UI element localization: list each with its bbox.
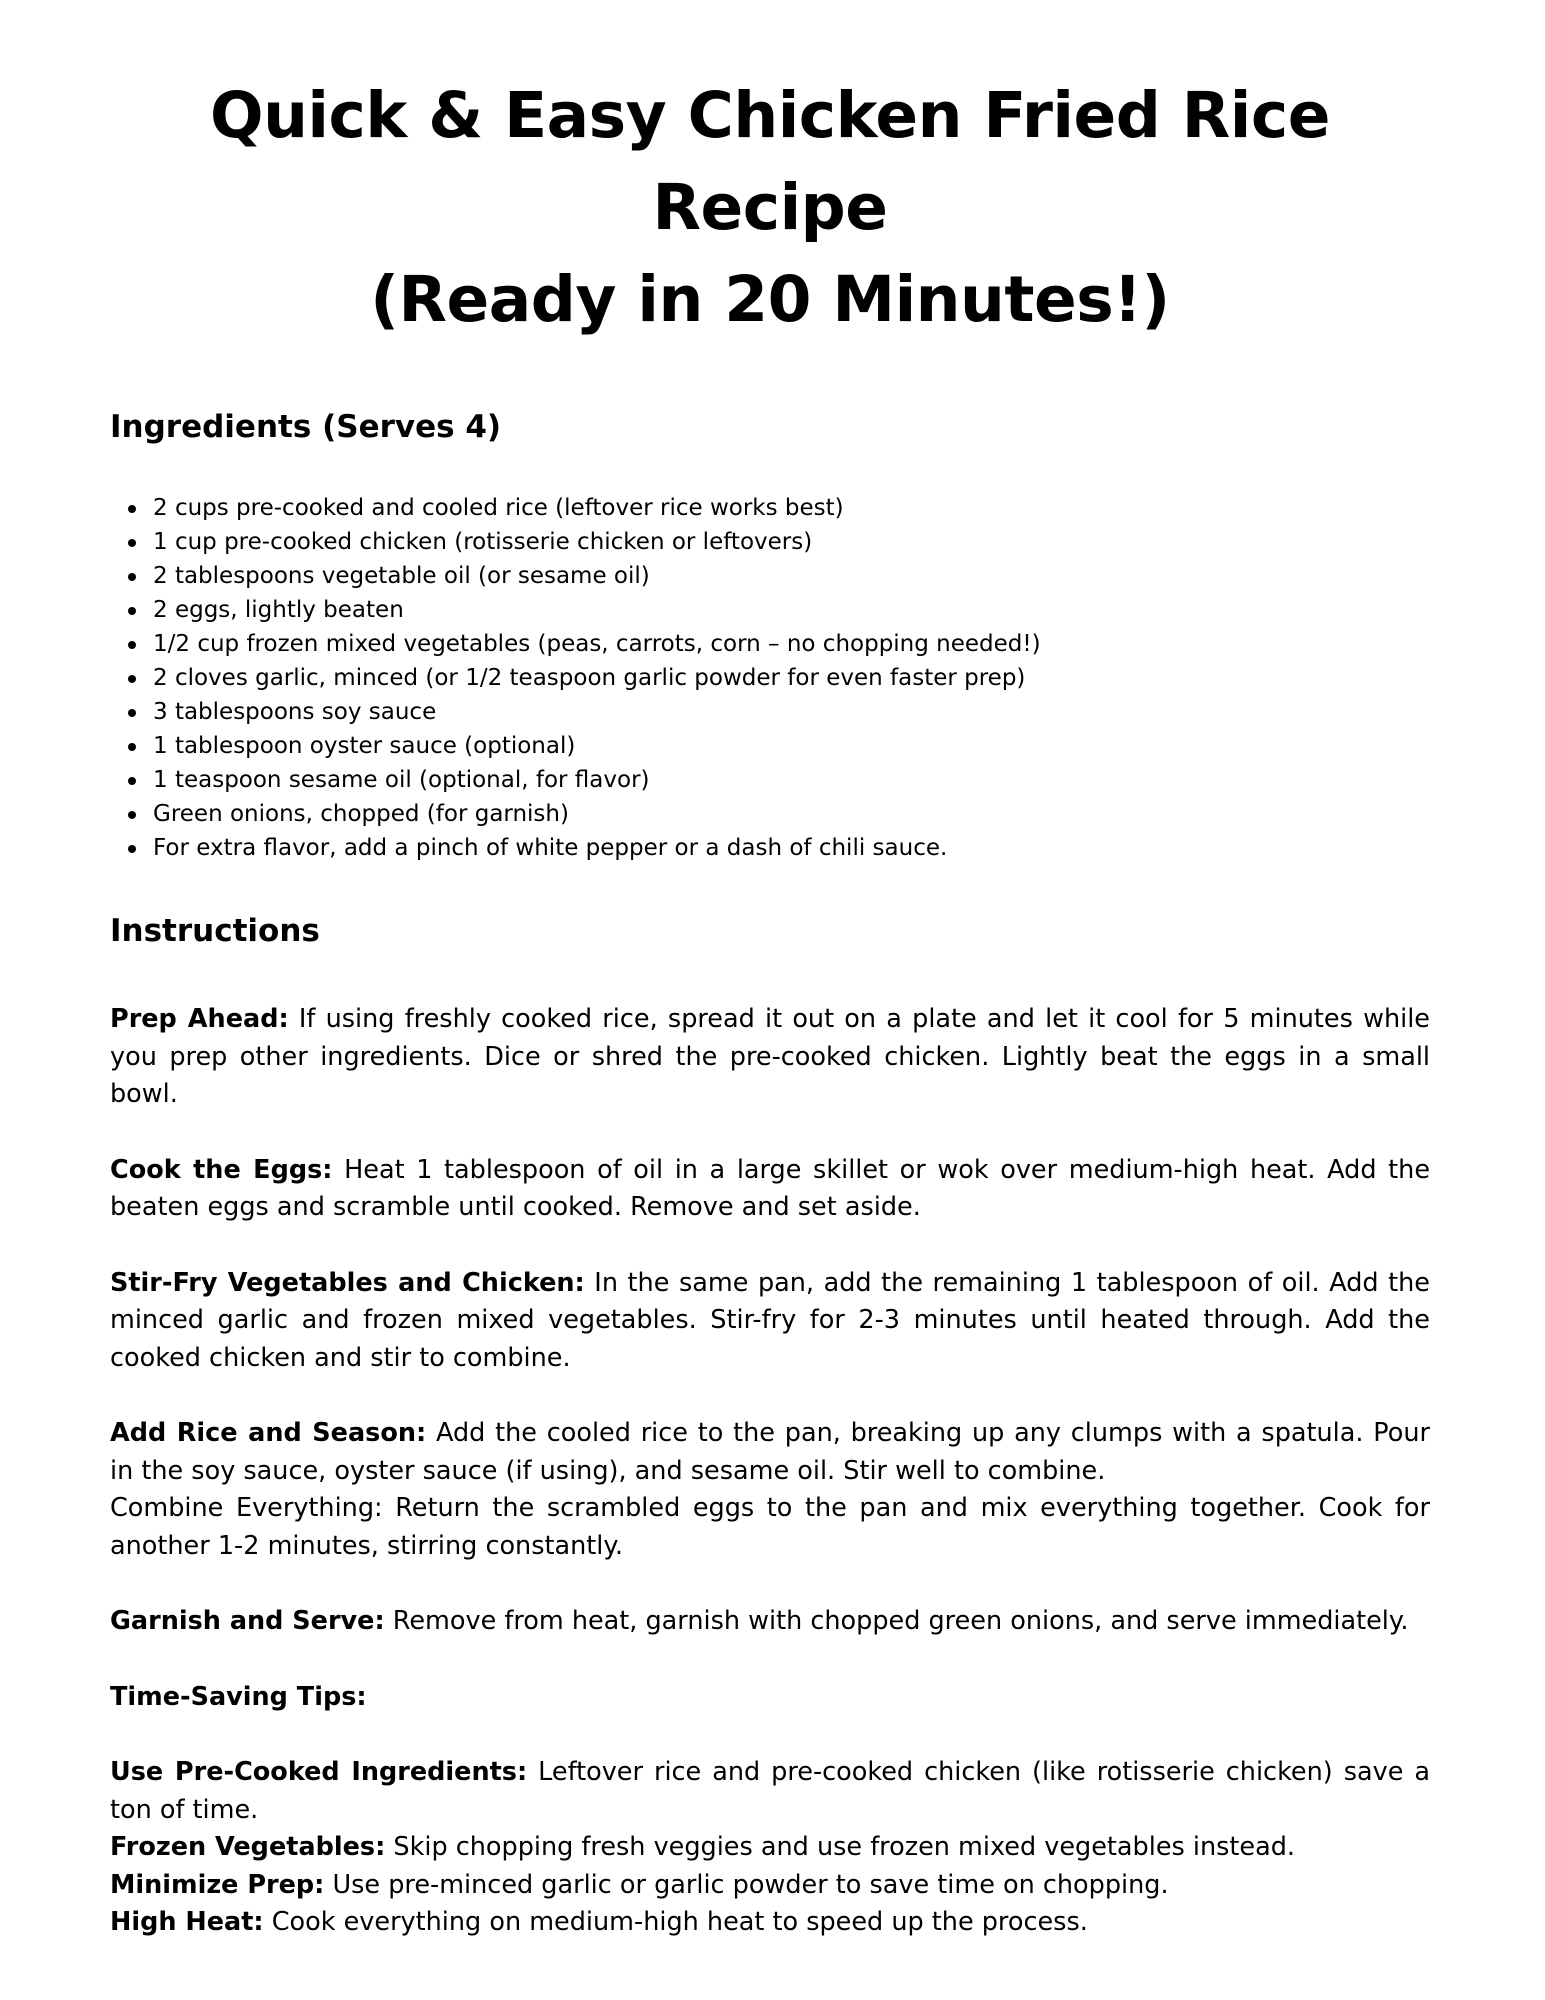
tip-label: Use Pre-Cooked Ingredients: [110,1757,528,1787]
tip-item [110,1829,1430,1867]
step-label: Stir-Fry Vegetables and Chicken: [110,1267,585,1298]
ingredient-item: 2 tablespoons vegetable oil (or sesame oil) [153,559,1430,593]
tip-item [110,1754,1430,1829]
tip-item [110,1904,1430,1942]
step-label: Prep Ahead: [110,1004,289,1034]
tip-label: Frozen Vegetables: [110,1832,386,1862]
instruction-step-add-rice [110,1415,1430,1490]
ingredients-heading: Ingredients (Serves 4) [110,409,502,445]
instruction-step-prep-ahead [110,1001,1430,1114]
tip-text: Use pre-minced garlic or garlic powder to save time on chopping. [324,1869,1169,1900]
ingredient-item: 1 tablespoon oyster sauce (optional) [153,729,1430,763]
step-text: If using freshly cooked rice, spread it out on a plate and let it cool for 5 minutes while you prep other ingredients. Dice or shred the pre-cooked chicken. Lightly beat the eggs in a small bowl. [110,1004,1430,1109]
ingredient-item: Green onions, chopped (for garnish) [153,797,1430,831]
ingredients-list [110,491,1430,865]
tip-text: Skip chopping fresh veggies and use frozen mixed vegetables instead. [385,1832,1296,1862]
step-label: Add Rice and Season: [110,1418,427,1448]
ingredient-item: 2 eggs, lightly beaten [153,593,1430,627]
instruction-step-stir-fry [110,1265,1430,1378]
step-text: Heat 1 tablespoon of oil in a large skillet or wok over medium-high heat. Add the beaten eggs and scramble until cooked. Remove and set aside. [110,1154,1431,1222]
instruction-step-combine [110,1490,1430,1565]
step-text: In the same pan, add the remaining 1 tablespoon of oil. Add the minced garlic and frozen mixed vegetables. Stir-fry for 2-3 minutes until heated through. Add the cooked chicken and stir to combine. [110,1267,1430,1373]
title-line-1: Quick & Easy Chicken Fried Rice Recipe [210,79,1330,244]
ingredient-item: 1 teaspoon sesame oil (optional, for flavor) [153,763,1430,797]
step-label: Garnish and Serve: [110,1606,385,1636]
step-text: Add the cooled rice to the pan, breaking up any clumps with a spatula. Pour in the soy sauce, oyster sauce (if using), and sesame oil. Stir well to combine. [110,1418,1430,1486]
tips-heading: Time-Saving Tips: [110,1681,367,1712]
recipe-page [110,70,1430,1942]
instructions-body [110,1001,1430,1942]
step-label: Cook the Eggs: [110,1154,333,1185]
tip-item [110,1867,1430,1905]
instruction-step-cook-eggs [110,1152,1430,1227]
ingredient-item: 2 cups pre-cooked and cooled rice (leftover rice works best) [153,491,1430,525]
tip-label: Minimize Prep: [110,1869,325,1900]
ingredient-item: 2 cloves garlic, minced (or 1/2 teaspoon garlic powder for even faster prep) [153,661,1430,695]
tip-label: High Heat: [110,1907,264,1937]
instructions-heading: Instructions [110,913,320,949]
ingredient-item: For extra flavor, add a pinch of white pepper or a dash of chili sauce. [153,831,1430,865]
page-title [110,70,1430,346]
ingredient-item: 1 cup pre-cooked chicken (rotisserie chicken or leftovers) [153,525,1430,559]
title-line-2: (Ready in 20 Minutes!) [370,263,1170,336]
instruction-step-garnish [110,1603,1430,1641]
tip-text: Cook everything on medium-high heat to speed up the process. [263,1907,1088,1937]
tip-text: Leftover rice and pre-cooked chicken (like rotisserie chicken) save a ton of time. [110,1757,1430,1825]
step-text: Remove from heat, garnish with chopped green onions, and serve immediately. [384,1606,1409,1636]
step-text: Combine Everything: Return the scrambled eggs to the pan and mix everything together. Cook for another 1-2 minutes, stirring constantly. [110,1493,1430,1561]
ingredient-item: 1/2 cup frozen mixed vegetables (peas, carrots, corn – no chopping needed!) [153,627,1430,661]
ingredient-item: 3 tablespoons soy sauce [153,695,1430,729]
